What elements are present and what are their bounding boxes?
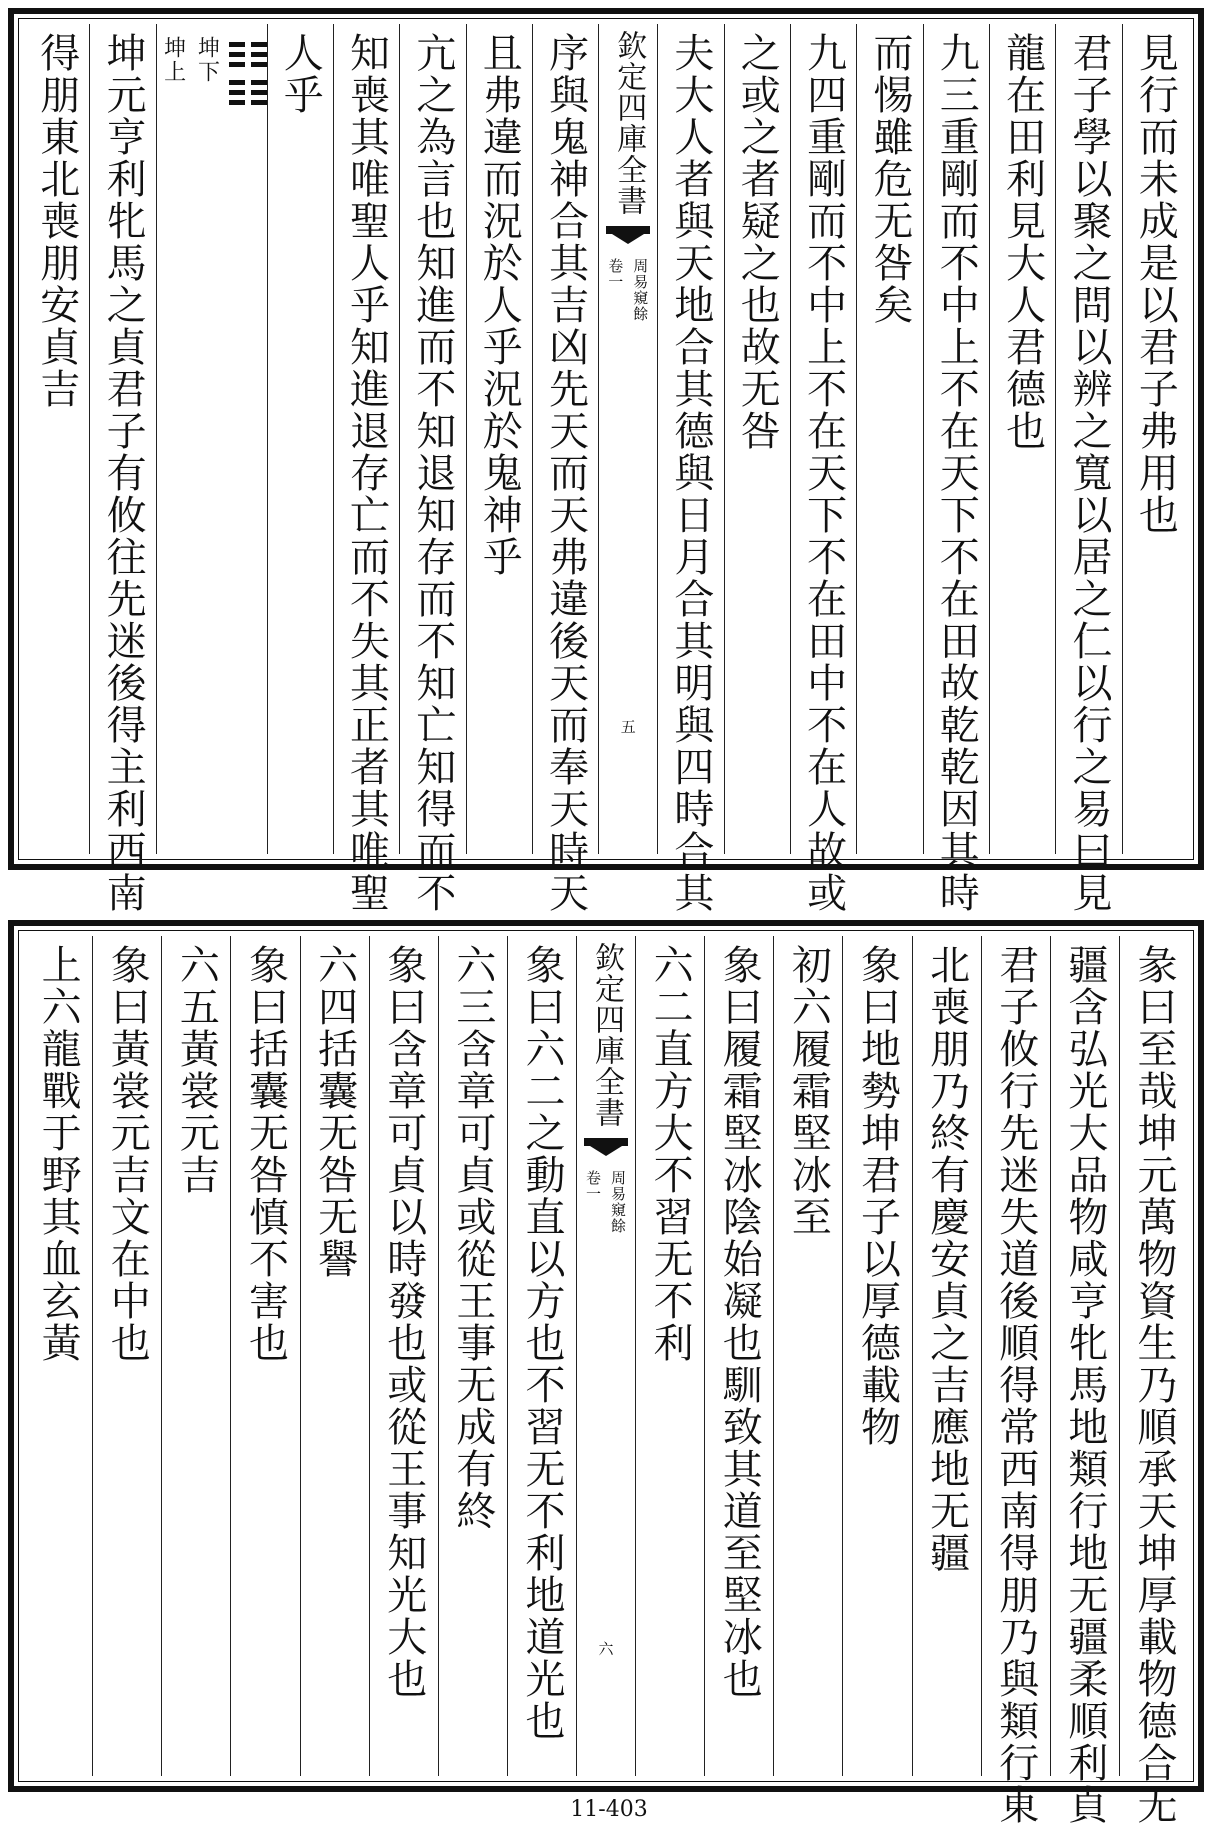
text-column: 君子攸行先迷失道後順得常西南得朋乃與類行東 bbox=[981, 936, 1050, 1776]
top-page-columns bbox=[24, 24, 1188, 914]
text-column: 初六履霜堅冰至 bbox=[773, 936, 842, 1776]
text-column: 象曰黃裳元吉文在中也 bbox=[92, 936, 161, 1776]
text-column: 象曰含章可貞以時發也或從王事知光大也 bbox=[369, 936, 438, 1776]
text-column: 彖曰至哉坤元萬物資生乃順承天坤厚載物德合无 bbox=[1119, 936, 1188, 1776]
text-column: 六二直方大不習无不利 bbox=[635, 936, 704, 1776]
text-column: 龍在田利見大人君德也 bbox=[989, 24, 1055, 854]
spine-leaf-number: 六 bbox=[596, 1641, 615, 1656]
text-column: 九四重剛而不中上不在天下不在田中不在人故或 bbox=[790, 24, 856, 854]
text-column: 象曰地勢坤君子以厚德載物 bbox=[842, 936, 911, 1776]
fish-tail-mark bbox=[606, 226, 650, 246]
text-column: 知喪其唯聖人乎知進退存亡而不失其正者其唯聖 bbox=[333, 24, 399, 854]
spine-book-title: 欽定四庫全書 bbox=[589, 942, 624, 1128]
text-column: 坤元亨利牝馬之貞君子有攸往先迷後得主利西南 bbox=[89, 24, 155, 854]
text-column: 疆含弘光大品物咸亨牝馬地類行地无疆柔順利貞 bbox=[1050, 936, 1119, 1776]
text-column: 之或之者疑之也故无咎 bbox=[724, 24, 790, 854]
text-column: 六四括囊无咎无譽 bbox=[300, 936, 369, 1776]
text-column: 亢之為言也知進而不知退知存而不知亡知得而不 bbox=[399, 24, 465, 854]
text-column: 象曰履霜堅冰陰始凝也馴致其道至堅冰也 bbox=[704, 936, 773, 1776]
hexagram-upper-label: 坤上 bbox=[160, 36, 186, 84]
page-number: 11-403 bbox=[570, 1797, 648, 1822]
hexagram-labels bbox=[157, 36, 223, 84]
spine-inner bbox=[583, 1170, 629, 1234]
text-column: 君子學以聚之問以辨之寬以居之仁以行之易曰見 bbox=[1055, 24, 1121, 854]
kun-hexagram-icon bbox=[229, 42, 267, 105]
spine-volume: 卷一 bbox=[584, 1170, 602, 1202]
text-column: 上六龍戰于野其血玄黃 bbox=[35, 944, 82, 1364]
spine-volume: 卷一 bbox=[606, 258, 625, 290]
spine-work-title: 周易窺餘 bbox=[631, 258, 650, 322]
page-spine bbox=[576, 936, 635, 1776]
text-column: 九三重剛而不中上不在天下不在田故乾乾因其時 bbox=[923, 24, 989, 854]
text-column: 且弗違而況於人乎況於鬼神乎 bbox=[466, 24, 532, 854]
text-column: 象曰括囊无咎慎不害也 bbox=[230, 936, 299, 1776]
fish-tail-mark bbox=[584, 1138, 628, 1158]
text-column: 見行而未成是以君子弗用也 bbox=[1122, 24, 1188, 854]
text-column: 北喪朋乃終有慶安貞之吉應地无疆 bbox=[912, 936, 981, 1776]
top-page-frame bbox=[8, 8, 1204, 914]
spine-work-title: 周易窺餘 bbox=[609, 1170, 627, 1234]
bottom-page bbox=[0, 912, 1218, 1828]
text-column: 象曰六二之動直以方也不習无不利地道光也 bbox=[507, 936, 576, 1776]
spine-inner bbox=[605, 258, 651, 322]
spine-leaf-number: 五 bbox=[618, 719, 637, 734]
text-column: 而惕雖危无咎矣 bbox=[856, 24, 922, 854]
spine-book-title: 欽定四庫全書 bbox=[611, 30, 647, 216]
text-column: 得朋東北喪朋安貞吉 bbox=[33, 32, 80, 410]
hexagram-lower-label: 坤下 bbox=[194, 36, 220, 84]
text-column: 六五黃裳元吉 bbox=[161, 936, 230, 1776]
page-spine bbox=[598, 24, 657, 854]
text-column: 六三含章可貞或從王事无成有終 bbox=[438, 936, 507, 1776]
hexagram-column bbox=[156, 24, 267, 854]
text-column: 序與鬼神合其吉凶先天而天弗違後天而奉天時天 bbox=[532, 24, 598, 854]
text-column: 人乎 bbox=[267, 24, 333, 854]
text-column: 夫大人者與天地合其德與日月合其明與四時合其 bbox=[657, 24, 723, 854]
